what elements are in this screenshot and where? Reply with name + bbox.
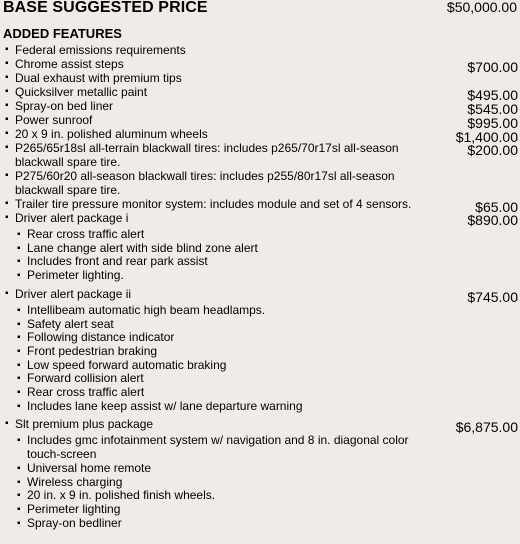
feature-item <box>0 197 520 215</box>
feature-label: Federal emissions requirements <box>15 43 186 57</box>
feature-item <box>0 127 520 145</box>
feature-label: P265/65r18sl all-terrain blackwall tires: includes p265/70r17sl all-season blackwall spare tire. <box>15 141 399 169</box>
feature-list <box>0 43 520 534</box>
feature-price: $6,875.00 <box>455 419 518 436</box>
package-subitem-label: Includes gmc infotainment system w/ navigation and 8 in. diagonal color touch-screen <box>27 433 409 462</box>
package-subitem-label: Front pedestrian braking <box>27 343 158 358</box>
feature-row <box>0 127 520 145</box>
package-subitem-label: Includes lane keep assist w/ lane departure warning <box>27 398 303 413</box>
package-subitem-label: Perimeter lighting <box>27 501 121 516</box>
sub-bullet-icon: ▪ <box>17 517 21 529</box>
bullet-icon: ▪ <box>5 287 9 299</box>
sub-bullet-icon: ▪ <box>17 256 21 268</box>
sub-bullet-icon: ▪ <box>17 490 21 502</box>
feature-price: $995.00 <box>467 115 518 131</box>
sub-bullet-icon: ▪ <box>17 476 21 488</box>
bullet-icon: ▪ <box>5 142 9 153</box>
feature-label: Chrome assist steps <box>15 57 124 71</box>
feature-item <box>0 141 520 169</box>
feature-label: 20 x 9 in. polished aluminum wheels <box>15 127 208 141</box>
feature-item <box>0 71 520 85</box>
feature-row <box>0 113 520 131</box>
feature-item <box>0 417 520 534</box>
sub-bullet-icon: ▪ <box>17 503 21 515</box>
package-subitem-label: Rear cross traffic alert <box>27 227 145 241</box>
package-subitem <box>0 359 520 373</box>
feature-item <box>0 113 520 131</box>
package-subitem-label: Wireless charging <box>27 474 123 489</box>
package-subitem-label: 20 in. x 9 in. polished finish wheels. <box>27 488 216 503</box>
feature-price: $1,400.00 <box>455 129 518 145</box>
feature-row <box>0 197 520 215</box>
feature-row <box>0 141 520 169</box>
sub-bullet-icon: ▪ <box>17 400 21 412</box>
sub-bullet-icon: ▪ <box>17 304 21 316</box>
bullet-icon: ▪ <box>5 128 9 139</box>
package-subitem-label: Following distance indicator <box>27 330 175 345</box>
feature-row <box>0 57 520 75</box>
bullet-icon: ▪ <box>5 418 9 430</box>
package-subitem <box>0 503 520 517</box>
package-subitem <box>0 476 520 490</box>
package-subitem-label: Intellibeam automatic high beam headlamps. <box>27 302 266 317</box>
package-subitem <box>0 228 520 242</box>
feature-item <box>0 169 520 197</box>
package-subitem <box>0 318 520 332</box>
bullet-icon: ▪ <box>5 72 9 83</box>
feature-price: $200.00 <box>467 142 518 158</box>
bullet-icon: ▪ <box>5 44 9 55</box>
feature-price: $545.00 <box>467 101 518 117</box>
package-subitem <box>0 434 520 461</box>
feature-label: Power sunroof <box>15 113 93 127</box>
package-subitem-label: Spray-on bedliner <box>27 515 122 530</box>
package-subitem-label: Safety alert seat <box>27 316 114 331</box>
feature-price: $495.00 <box>467 87 518 103</box>
feature-item <box>0 43 520 57</box>
feature-label: Slt premium plus package <box>15 417 154 432</box>
package-subitem <box>0 242 520 256</box>
feature-row <box>0 71 520 85</box>
package-contents <box>0 225 520 287</box>
sub-bullet-icon: ▪ <box>17 359 21 371</box>
feature-label: Driver alert package i <box>15 211 129 225</box>
sub-bullet-icon: ▪ <box>17 270 21 282</box>
bullet-icon: ▪ <box>5 212 9 223</box>
added-features-heading: ADDED FEATURES <box>3 26 122 41</box>
sub-bullet-icon: ▪ <box>17 373 21 385</box>
bullet-icon: ▪ <box>5 170 9 181</box>
feature-label: Quicksilver metallic paint <box>15 85 148 99</box>
sub-bullet-icon: ▪ <box>17 332 21 344</box>
bullet-icon: ▪ <box>5 114 9 125</box>
package-subitem-label: Perimeter lighting. <box>27 268 124 283</box>
bullet-icon: ▪ <box>5 86 9 97</box>
package-subitem <box>0 304 520 318</box>
sub-bullet-icon: ▪ <box>17 345 21 357</box>
sub-bullet-icon: ▪ <box>17 387 21 399</box>
package-subitem <box>0 462 520 476</box>
base-price-row <box>3 0 517 18</box>
feature-row <box>0 417 520 436</box>
package-subitem <box>0 345 520 359</box>
feature-price: $745.00 <box>467 288 518 305</box>
package-subitem-label: Forward collision alert <box>27 371 144 386</box>
feature-row <box>0 43 520 57</box>
feature-row <box>0 99 520 117</box>
bullet-icon: ▪ <box>5 58 9 69</box>
base-price-value: $50,000.00 <box>446 0 517 15</box>
bullet-icon: ▪ <box>5 198 9 209</box>
package-subitem <box>0 331 520 345</box>
sub-bullet-icon: ▪ <box>17 242 21 254</box>
base-price-label: BASE SUGGESTED PRICE <box>3 0 208 16</box>
sub-bullet-icon: ▪ <box>17 318 21 330</box>
feature-label: Trailer tire pressure monitor system: includes module and set of 4 sensors. <box>15 197 412 211</box>
feature-label: Driver alert package ii <box>15 286 132 301</box>
feature-price: $700.00 <box>467 59 518 75</box>
package-subitem <box>0 386 520 400</box>
package-subitem-label: Includes front and rear park assist <box>27 254 208 269</box>
feature-item <box>0 211 520 287</box>
package-subitem-label: Low speed forward automatic braking <box>27 357 227 372</box>
bullet-icon: ▪ <box>5 100 9 111</box>
feature-item <box>0 57 520 75</box>
package-subitem <box>0 517 520 531</box>
feature-row <box>0 286 520 305</box>
feature-item <box>0 99 520 117</box>
package-contents <box>0 431 520 534</box>
feature-label: Dual exhaust with premium tips <box>15 71 182 85</box>
package-subitem <box>0 255 520 269</box>
package-subitem <box>0 400 520 414</box>
feature-price: $65.00 <box>475 199 518 215</box>
package-contents <box>0 301 520 418</box>
sub-bullet-icon: ▪ <box>17 435 21 447</box>
package-subitem <box>0 269 520 283</box>
sub-bullet-icon: ▪ <box>17 229 21 240</box>
package-subitem <box>0 489 520 503</box>
package-subitem-label: Universal home remote <box>27 460 152 475</box>
package-subitem <box>0 372 520 386</box>
sub-bullet-icon: ▪ <box>17 462 21 474</box>
feature-item <box>0 287 520 418</box>
feature-label: Spray-on bed liner <box>15 99 114 113</box>
feature-row <box>0 169 520 197</box>
package-subitem-label: Lane change alert with side blind zone alert <box>27 240 258 255</box>
package-subitem-label: Rear cross traffic alert <box>27 385 145 400</box>
feature-row <box>0 211 520 228</box>
feature-price: $890.00 <box>467 212 518 228</box>
feature-row <box>0 85 520 103</box>
feature-label: P275/60r20 all-season blackwall tires: includes p255/80r17sl all-season blackwall spare tire. <box>15 169 395 197</box>
feature-item <box>0 85 520 103</box>
